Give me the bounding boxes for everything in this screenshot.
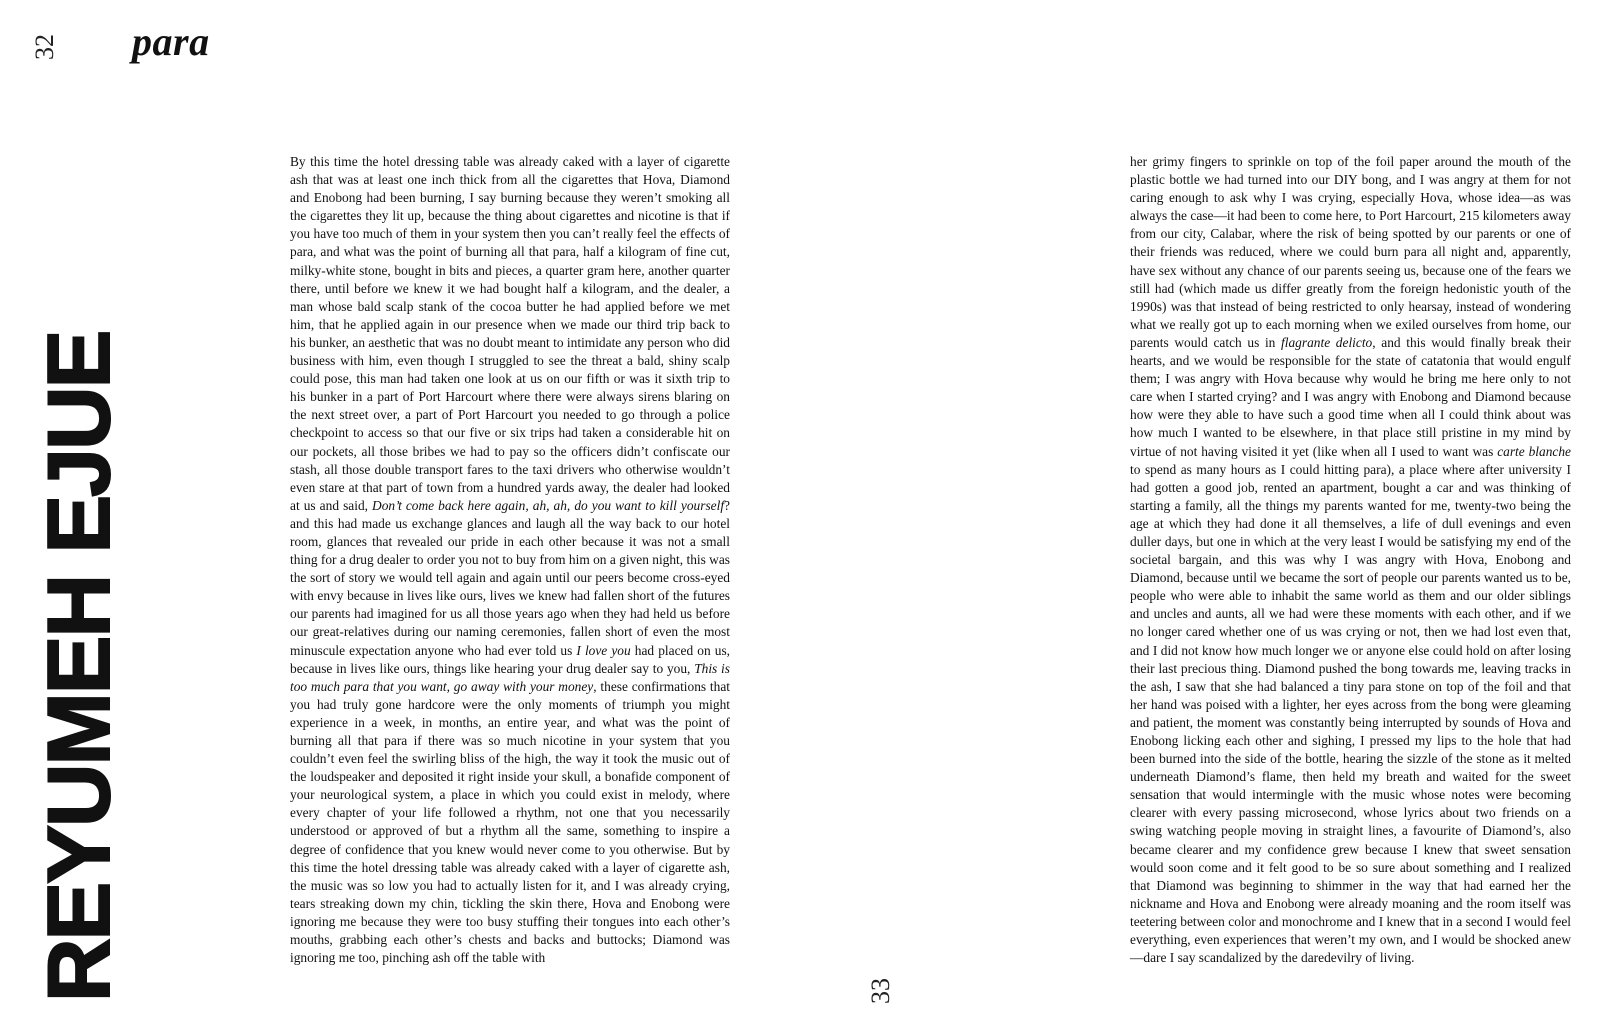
body-text-right-column bbox=[1130, 153, 1571, 967]
text-segment: By this time the hotel dressing table was already caked with a layer of cigarette ash that was at least one inch thick from all the cigarettes that Hova, Diamond and Enobong had been burning, I say burning because they weren’t smoking all the cigarettes they lit up, because the thing about cigarettes and nicotine is that if you have too much of them in your system then you can’t really feel the effects of para, and what was the point of burning all that para, half a kilogram of fine cut, milky-white stone, bought in bits and pieces, a quarter gram here, another quarter there, until before we knew it we had bought half a kilogram, and the dealer, a man whose bald scalp stank of the cocoa butter he had applied before we met him, that he applied again in our presence when we made our third trip back to his bunker, an aesthetic that was no doubt meant to intimidate any person who did business with him, even though I struggled to see the threat a bald, shiny scalp could pose, this man had taken one look at us on our fifth or was it sixth trip to his bunker in a part of Port Harcourt where there were always sirens blaring on the next street over, a part of Port Harcourt you needed to go through a police checkpoint to access so that our five or six trips had taken a considerable hit on our pockets, all those bribes we had to pay so the officers didn’t confiscate our stash, all those double transport fares to the taxi drivers who otherwise wouldn’t even stare at that part of town from a hundred yards away, the dealer had looked at us and said, bbox=[290, 154, 730, 513]
italic-quote: I love you bbox=[576, 642, 631, 658]
italic-phrase: flagrante delicto bbox=[1281, 334, 1373, 350]
page-number-right: 33 bbox=[866, 978, 895, 1004]
italic-quote: Don’t come back here again, ah, ah, do you want to kill yourself bbox=[372, 497, 725, 513]
body-text-left-column bbox=[290, 153, 730, 967]
text-segment: , these confirmations that you had truly gone hardcore were the only moments of triumph you might experience in a week, in months, an entire year, and what was the point of burning all that para if there was so much nicotine in your system that you couldn’t even feel the swirling bliss of the high, the way it took the music out of the loudspeaker and deposited it right inside your skull, a bonafide component of your neurological system, a place in which you could exist in melody, where every chapter of your life followed a rhythm, not one that you necessarily understood or approved of but a rhythm all the same, something to inspire a degree of confidence that you knew would never come to you otherwise. But by this time the hotel dressing table was already caked with a layer of cigarette ash, the music was so low you had to actually listen for it, and I was already crying, tears streaking down my chin, tickling the skin there, Hova and Enobong were ignoring me because they were too busy stuffing their tongues into each other’s mouths, grabbing each other’s chests and backs and buttocks; Diamond was ignoring me too, pinching ash off the table with bbox=[290, 678, 731, 966]
author-name: REYUMEH EJUE bbox=[29, 331, 128, 1002]
text-segment: ? and this had made us exchange glances and laugh all the way back to our hotel room, glances that revealed our pride in each other because it was not a small thing for a drug dealer to order you not to buy from him on a given night, this was the sort of story we would tell again and again until our peers become cross-eyed with envy because in lives like ours, lives we knew had fallen short of the futures our parents had imagined for us all those years ago when they had held us before our great-relatives during our naming ceremonies, fallen short of even the most minuscule expectation anyone who had ever told us bbox=[290, 497, 730, 658]
page-number-left: 32 bbox=[30, 34, 59, 60]
text-segment: her grimy fingers to sprinkle on top of the foil paper around the mouth of the plastic bottle we had turned into our DIY bong, and I was angry at them for not caring enough to ask why I was crying, especially Hova, whose idea—as was always the case—it had been to come here, to Port Harcourt, 215 kilometers away from our city, Calabar, where the risk of being spotted by our parents or one of their friends was reduced, where we could burn para all night and, apparently, have sex without any chance of our parents seeing us, because one of the fears we still had (which made us differ greatly from the foreign hedonistic youth of the 1990s) was that instead of being restricted to only hearsay, instead of wondering what we really got up to each morning when we exiled ourselves from home, our parents would catch us in bbox=[1130, 154, 1571, 350]
italic-quote: This is too much para that you want, go away with your money bbox=[290, 660, 730, 694]
section-title: para bbox=[132, 19, 210, 64]
italic-phrase: carte blanche bbox=[1497, 443, 1571, 459]
text-segment: to spend as many hours as I could hitting para), a place where after university I had gotten a good job, rented an apartment, bought a car and was thinking of starting a family, all the things my parents wanted for me, twenty-two being the age at which they had done it all themselves, a life of dull evenings and even duller days, but one in which at the very least I would be satisfying my end of the societal bargain, and this was why I was angry with Hova, Enobong and Diamond, because until we became the sort of people our parents wanted us to be, people who were able to inhabit the same world as them and our older siblings and uncles and aunts, all we had were these moments with each other, and if we no longer cared whether one of us was crying or not, then we had lost even that, and I did not know how much longer we or anyone else could hold on after losing their last precious thing. Diamond pushed the bong towards me, leaving tracks in the ash, I saw that she had balanced a tiny para stone on top of the foil and that her hand was poised with a lighter, her eyes across from the bong were gleaming and patient, the moment was constantly being interrupted by sounds of Hova and Enobong licking each other and sighing, I pressed my lips to the hole that had been burned into the side of the bottle, hearing the sizzle of the stone as it melted underneath Diamond’s flame, then held my breath and waited for the sweet sensation that would intermingle with the music whose notes were becoming clearer with every passing microsecond, whose lyrics about two friends on a swing watching people moving in straight lines, a favourite of Diamond’s, also became clearer and my confidence grew because I knew that sweet sensation would soon come and it felt good to be so sure about something and I realized that Diamond was beginning to shimmer in the way that had earned her the nickname and Hova and Enobong were already moaning and the room itself was teetering between color and monochrome and I knew that in a second I would feel everything, even experiences that weren’t my own, and I would be shocked anew—dare I say scandalized by the daredevilry of living. bbox=[1130, 461, 1571, 966]
text-segment: had placed on us, because in lives like ours, things like hearing your drug dealer say to you, bbox=[290, 642, 730, 676]
text-segment: , and this would finally break their hearts, and we would be responsible for the state of catatonia that would engulf them; I was angry with Hova because why would he bring me here only to not care when I started crying? and I was angry with Enobong and Diamond because how were they able to have such a good time when all I could think about was how much I wanted to be elsewhere, in that place still pristine in my mind by virtue of not having visited it yet (like when all I used to want was bbox=[1130, 334, 1571, 459]
